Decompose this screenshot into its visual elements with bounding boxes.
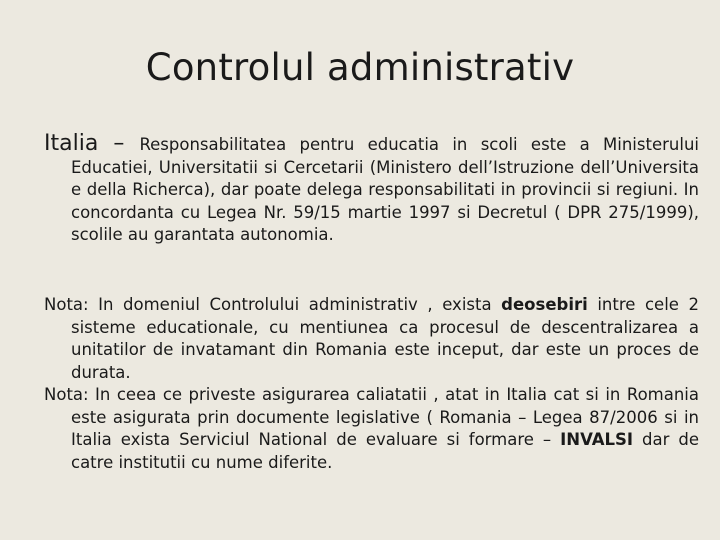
nota-1-paragraph bbox=[44, 294, 699, 384]
italia-text: Responsabilitatea pentru educatia in scoli este a Ministerului Educatiei, Universitatii si Cercetarii (Ministero dell’Istruzione dell’Universita e della Richerca), dar poate delega responsabilitati in provincii si regiuni. In concordanta cu Legea Nr. 59/15 martie 1997 si Decretul ( DPR 275/1999), scolile au garantata autonomia. bbox=[71, 135, 699, 244]
italia-lead: Italia bbox=[44, 131, 99, 156]
nota-1-text-before: Nota: In domeniul Controlului administrativ , exista bbox=[44, 295, 502, 314]
italia-dash: – bbox=[98, 131, 140, 156]
nota-1-bold-term: deosebiri bbox=[501, 295, 588, 314]
italia-paragraph bbox=[44, 133, 699, 247]
slide-title: Controlul administrativ bbox=[145, 46, 575, 89]
nota-2-bold-term: INVALSI bbox=[560, 430, 634, 449]
nota-2-paragraph bbox=[44, 384, 699, 474]
nota-2-text-before: Nota: In ceea ce priveste asigurarea caliatatii , atat in Italia cat si in Romania este asigurata prin documente legislative ( Romania – Legea 87/2006 si in Italia exista Serviciul National de evaluare si formare – bbox=[44, 385, 699, 449]
nota-2-text-after: dar de catre institutii cu nume diferite. bbox=[71, 430, 700, 472]
nota-1-text-after: intre cele 2 sisteme educationale, cu mentiunea ca procesul de descentralizarea a unitatilor de invatamant din Romania este inceput, dar este un proces de durata. bbox=[71, 295, 699, 382]
